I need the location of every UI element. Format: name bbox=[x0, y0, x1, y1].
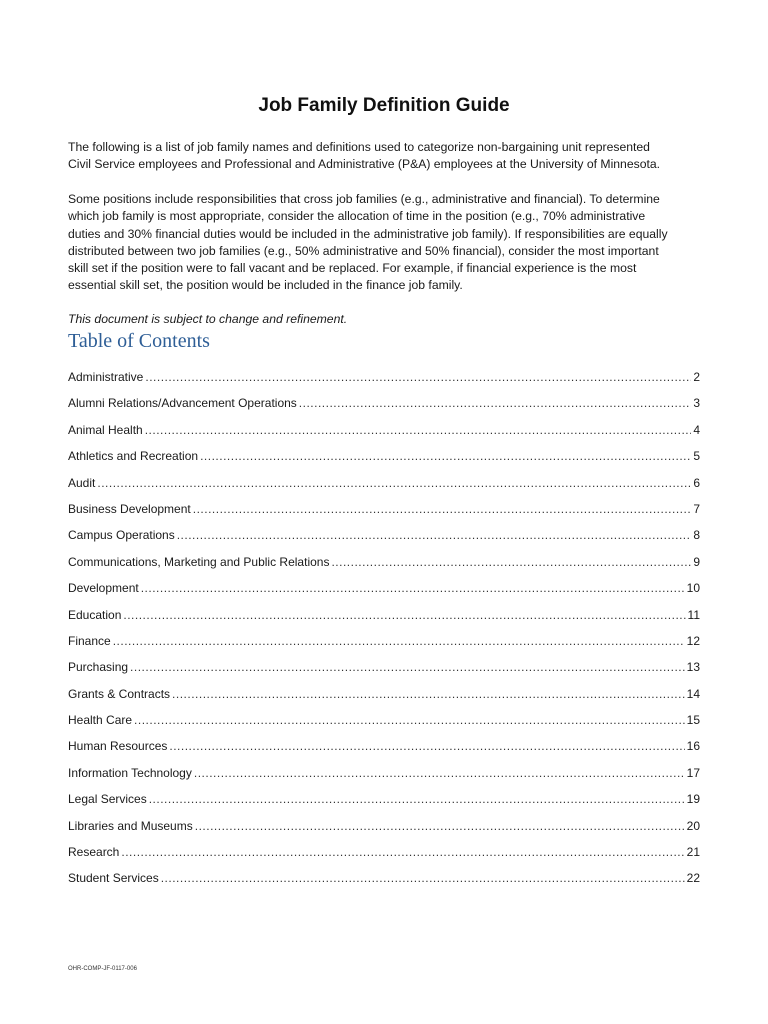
toc-dot-leader bbox=[193, 502, 692, 516]
toc-dot-leader bbox=[169, 739, 684, 753]
toc-entry-page[interactable]: 3 bbox=[693, 396, 700, 411]
toc-entry-label[interactable]: Health Care bbox=[68, 713, 133, 728]
toc-entry[interactable] bbox=[68, 766, 700, 792]
positions-line: Some positions include responsibilities that cross job families (e.g., administrative and financial). To determine bbox=[68, 192, 660, 206]
intro-line: The following is a list of job family names and definitions used to categorize non-bargaining unit represented bbox=[68, 140, 650, 154]
toc-entry-label[interactable]: Human Resources bbox=[68, 739, 168, 754]
toc-entry-page[interactable]: 21 bbox=[686, 845, 700, 860]
toc-dot-leader bbox=[194, 766, 685, 780]
toc-dot-leader bbox=[149, 792, 685, 806]
toc-entry-label[interactable]: Alumni Relations/Advancement Operations bbox=[68, 396, 297, 411]
toc-dot-leader bbox=[195, 819, 685, 833]
toc-entry-label[interactable]: Purchasing bbox=[68, 660, 129, 675]
toc-entry-page[interactable]: 6 bbox=[693, 475, 700, 490]
table-of-contents bbox=[68, 370, 700, 898]
toc-entry-label[interactable]: Athletics and Recreation bbox=[68, 449, 199, 464]
positions-line: skill set if the position were to fall vacant and be replaced. For example, if financial experience is the most bbox=[68, 261, 637, 276]
toc-heading: Table of Contents bbox=[68, 330, 210, 352]
toc-entry-page[interactable]: 8 bbox=[693, 528, 700, 543]
positions-line: essential skill set, the position would be included in the finance job family. bbox=[68, 278, 463, 293]
toc-entry[interactable] bbox=[68, 819, 700, 845]
toc-entry-label[interactable]: Student Services bbox=[68, 871, 159, 886]
change-note: This document is subject to change and refinement. bbox=[68, 312, 348, 326]
toc-entry-label[interactable]: Research bbox=[68, 845, 120, 860]
toc-entry[interactable] bbox=[68, 608, 700, 634]
toc-entry-page[interactable]: 10 bbox=[686, 581, 700, 596]
toc-entry-label[interactable]: Business Development bbox=[68, 501, 191, 516]
toc-entry[interactable] bbox=[68, 555, 700, 581]
toc-entry-label[interactable]: Campus Operations bbox=[68, 528, 175, 543]
toc-dot-leader bbox=[145, 423, 692, 437]
toc-entry-page[interactable]: 19 bbox=[686, 792, 700, 807]
toc-entry-page[interactable]: 15 bbox=[686, 713, 700, 728]
toc-entry-page[interactable]: 12 bbox=[686, 633, 700, 648]
toc-entry[interactable] bbox=[68, 581, 700, 607]
toc-entry-page[interactable]: 2 bbox=[693, 370, 700, 384]
positions-line: which job family is most appropriate, consider the allocation of time in the position (e.g., 70% administrative bbox=[68, 209, 646, 224]
toc-dot-leader bbox=[161, 871, 685, 885]
toc-dot-leader bbox=[200, 449, 691, 463]
toc-dot-leader bbox=[130, 660, 685, 674]
toc-entry[interactable] bbox=[68, 871, 700, 897]
toc-entry[interactable] bbox=[68, 634, 700, 660]
toc-entry-label[interactable]: Communications, Marketing and Public Relations bbox=[68, 554, 330, 569]
document-code-footer: OHR-COMP-JF-0117-006 bbox=[68, 966, 137, 972]
toc-entry[interactable] bbox=[68, 528, 700, 554]
toc-entry-label[interactable]: Development bbox=[68, 581, 139, 596]
toc-entry-page[interactable]: 9 bbox=[693, 554, 700, 569]
toc-dot-leader bbox=[121, 845, 684, 859]
toc-entry-label[interactable]: Grants & Contracts bbox=[68, 686, 171, 701]
toc-entry-page[interactable]: 13 bbox=[686, 660, 700, 675]
toc-entry[interactable] bbox=[68, 845, 700, 871]
toc-entry-label[interactable]: Audit bbox=[68, 475, 96, 490]
intro-line: Civil Service employees and Professional and Administrative (P&A) employees at the University of Minnesota. bbox=[68, 157, 661, 172]
toc-entry-page[interactable]: 17 bbox=[686, 765, 700, 780]
toc-entry-page[interactable]: 4 bbox=[693, 422, 700, 437]
toc-entry[interactable] bbox=[68, 713, 700, 739]
intro-paragraph bbox=[68, 139, 708, 174]
toc-entry-page[interactable]: 5 bbox=[693, 449, 700, 464]
toc-entry[interactable] bbox=[68, 396, 700, 422]
toc-entry-label[interactable]: Administrative bbox=[68, 370, 144, 384]
toc-entry-label[interactable]: Libraries and Museums bbox=[68, 818, 193, 833]
toc-entry[interactable] bbox=[68, 423, 700, 449]
toc-dot-leader bbox=[113, 634, 685, 648]
toc-entry-label[interactable]: Education bbox=[68, 607, 122, 622]
toc-entry[interactable] bbox=[68, 792, 700, 818]
toc-dot-leader bbox=[134, 713, 685, 727]
toc-dot-leader bbox=[145, 370, 691, 384]
toc-dot-leader bbox=[331, 555, 691, 569]
toc-entry-label[interactable]: Finance bbox=[68, 633, 111, 648]
toc-entry-page[interactable]: 14 bbox=[686, 686, 700, 701]
toc-dot-leader bbox=[299, 396, 692, 410]
toc-entry-page[interactable]: 11 bbox=[687, 607, 700, 622]
toc-entry-page[interactable]: 22 bbox=[686, 871, 700, 886]
toc-entry-label[interactable]: Legal Services bbox=[68, 792, 147, 807]
toc-entry[interactable] bbox=[68, 687, 700, 713]
toc-dot-leader bbox=[172, 687, 685, 701]
toc-entry-label[interactable]: Information Technology bbox=[68, 765, 192, 780]
toc-entry-page[interactable]: 16 bbox=[686, 739, 700, 754]
toc-entry[interactable] bbox=[68, 739, 700, 765]
toc-entry-page[interactable]: 7 bbox=[693, 501, 700, 516]
toc-dot-leader bbox=[97, 476, 691, 490]
toc-entry[interactable] bbox=[68, 449, 700, 475]
toc-dot-leader bbox=[141, 581, 685, 595]
toc-entry[interactable] bbox=[68, 502, 700, 528]
toc-entry[interactable] bbox=[68, 476, 700, 502]
positions-paragraph bbox=[68, 191, 708, 295]
toc-entry[interactable] bbox=[68, 660, 700, 686]
positions-line: distributed between two job families (e.g., 50% administrative and 50% financial), consider the most important bbox=[68, 243, 659, 258]
toc-entry-page[interactable]: 20 bbox=[686, 818, 700, 833]
toc-entry-label[interactable]: Animal Health bbox=[68, 422, 143, 437]
toc-entry[interactable] bbox=[68, 370, 700, 396]
positions-line: duties and 30% financial duties would be included in the administrative job family). If responsibilities are equally bbox=[68, 226, 668, 241]
document-title: Job Family Definition Guide bbox=[258, 95, 510, 116]
toc-dot-leader bbox=[123, 608, 685, 622]
toc-dot-leader bbox=[177, 528, 692, 542]
